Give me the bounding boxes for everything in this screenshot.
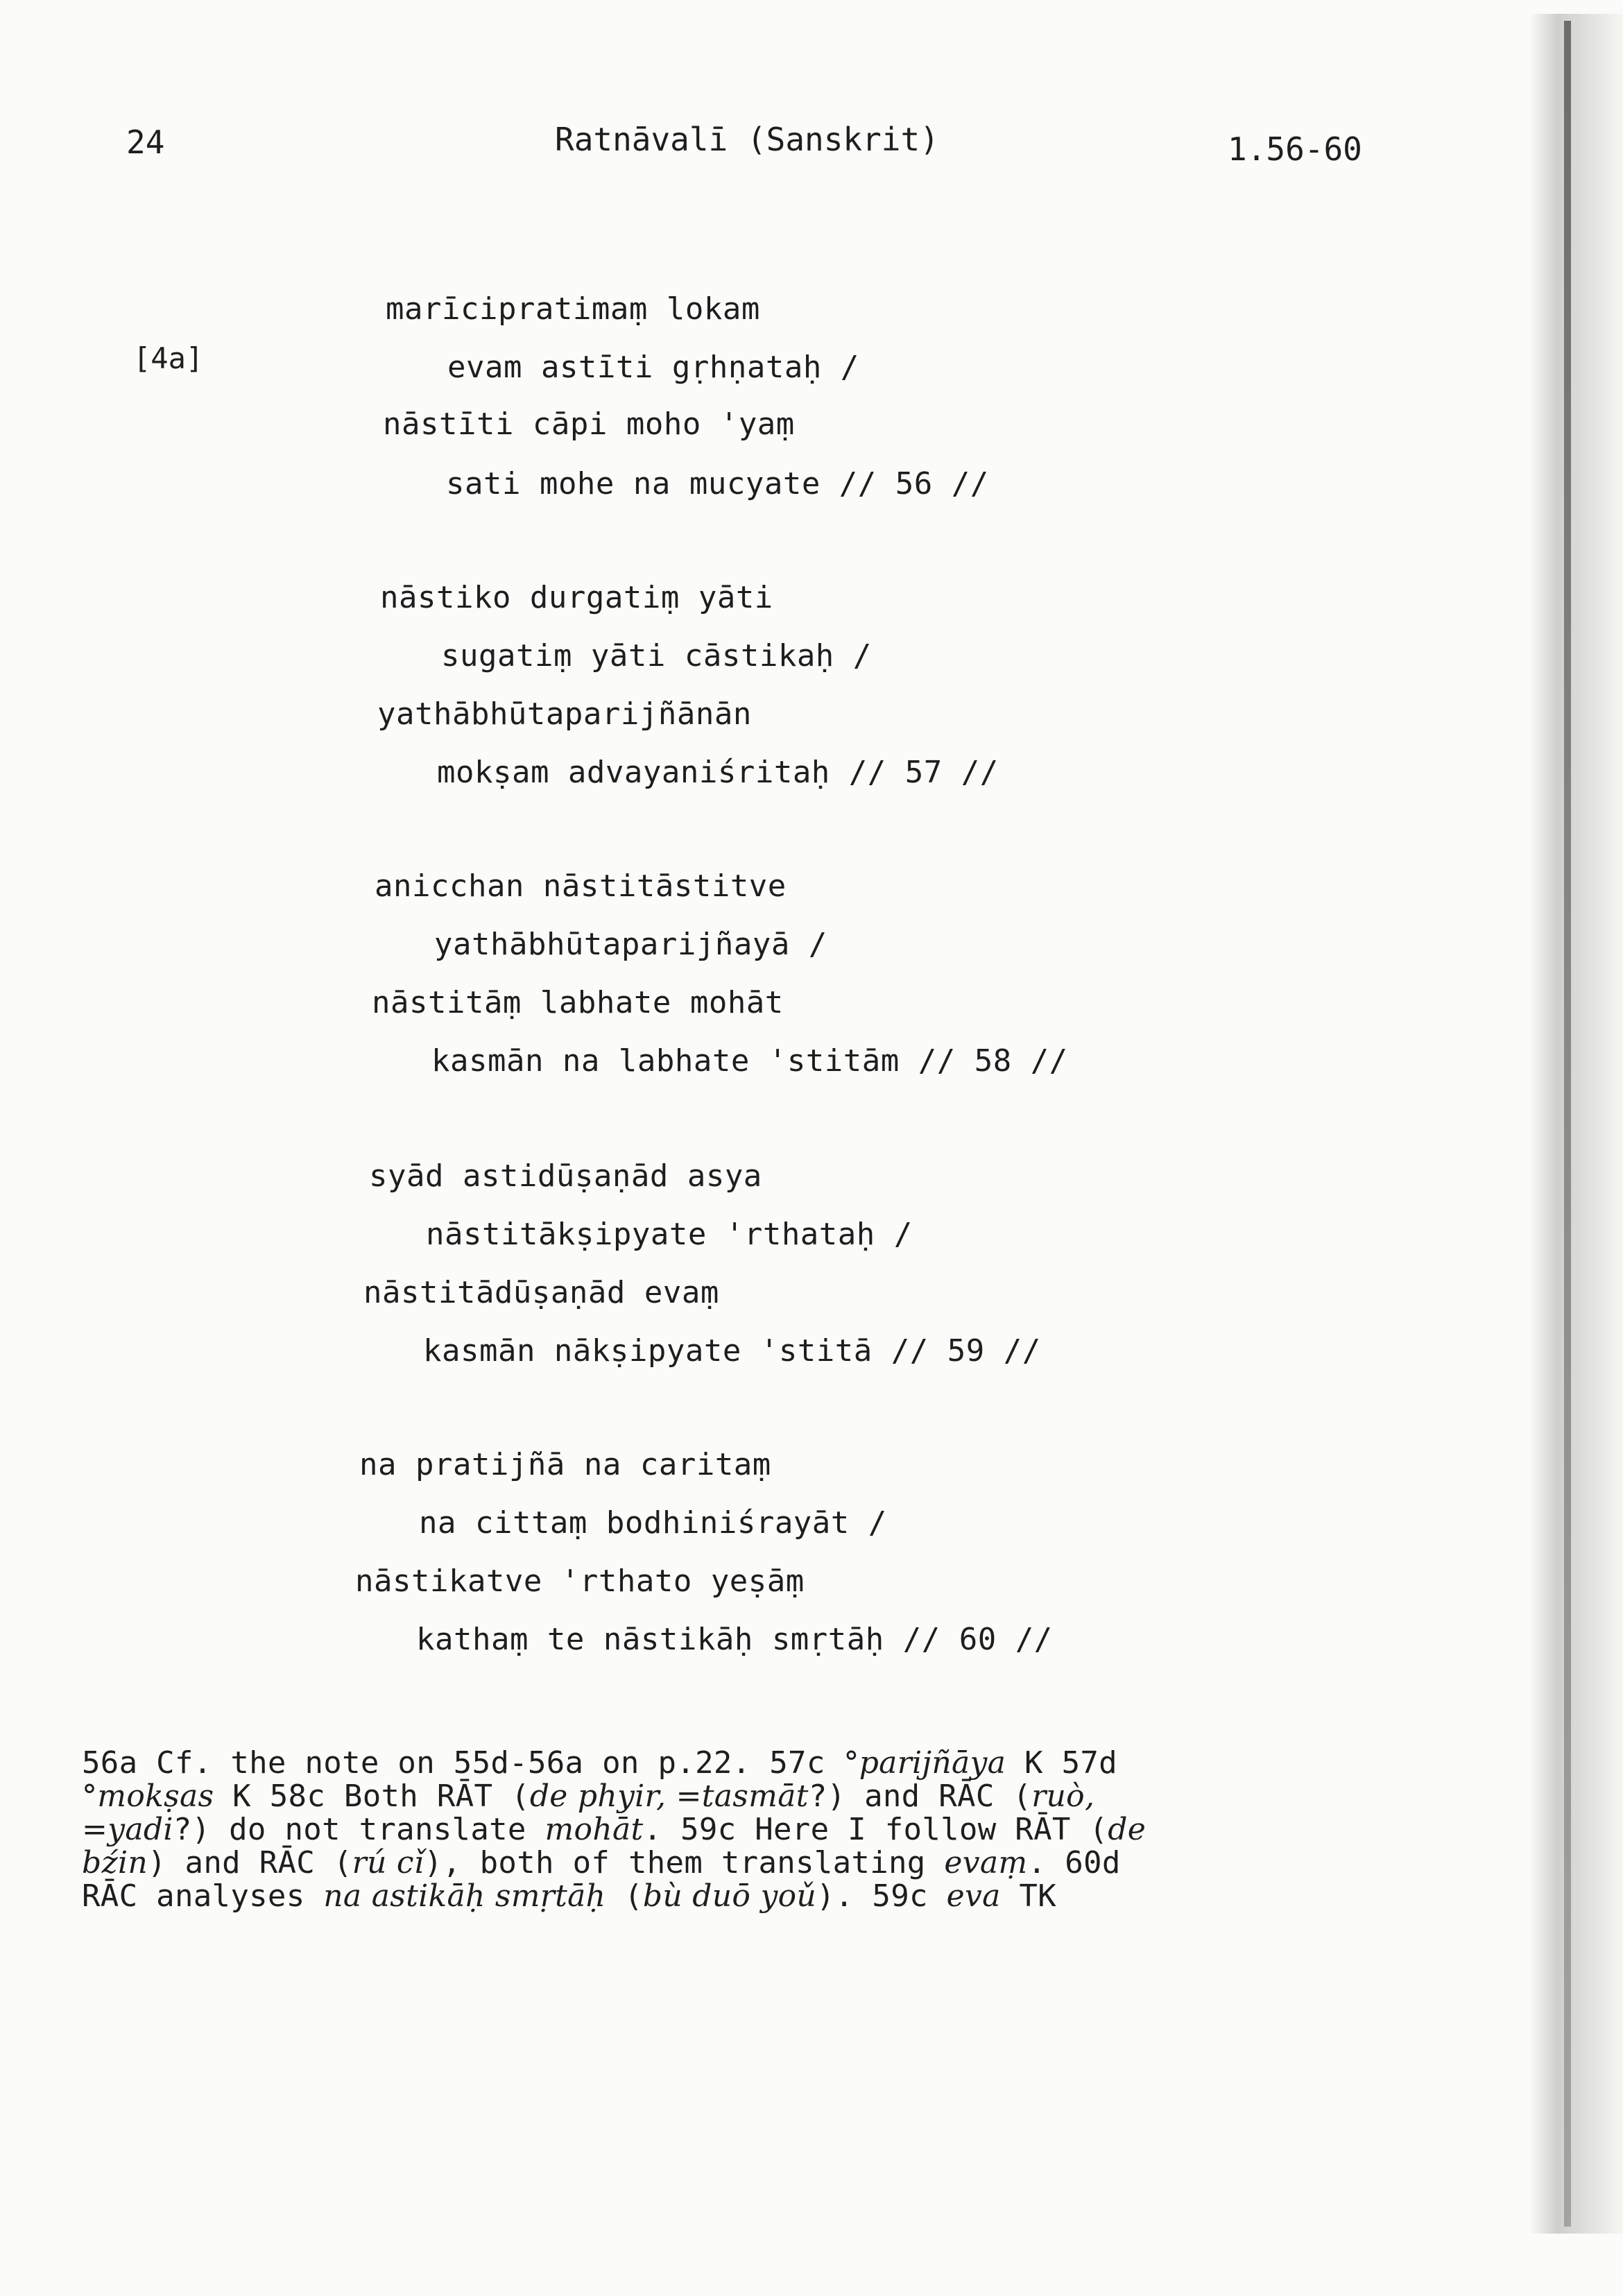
verse-58-line-d: kasmān na labhate 'stitām // 58 // <box>431 1043 1068 1079</box>
verse-57-line-b: sugatiṃ yāti cāstikaḥ / <box>441 638 872 674</box>
scan-edge-shadow <box>1529 14 1623 2234</box>
page-number: 24 <box>126 123 165 161</box>
note-italic-text: bù duō yoǔ <box>642 1878 817 1914</box>
verse-58-line-c: nāstitāṃ labhate mohāt <box>372 985 784 1020</box>
note-line <box>82 1813 1386 1847</box>
verse-56-line-d: sati mohe na mucyate // 56 // <box>446 466 989 502</box>
verse-60-line-a: na pratijñā na caritaṃ <box>359 1447 771 1482</box>
note-text: K 58c Both RĀT ( <box>214 1779 530 1814</box>
note-text: ( <box>606 1878 643 1914</box>
note-text: K 57d <box>1006 1745 1117 1781</box>
note-text: . 60d <box>1027 1845 1121 1881</box>
note-text: RĀC analyses <box>82 1878 324 1914</box>
note-text: ), both of them translating <box>424 1845 945 1881</box>
note-italic-text: bźin <box>82 1845 148 1881</box>
note-text: . 59c Here I follow RĀT ( <box>643 1812 1108 1847</box>
verse-56-line-b: evam astīti gṛhṇataḥ / <box>447 350 859 385</box>
scan-edge-line <box>1564 21 1571 2227</box>
verse-57-line-c: yathābhūtaparijñānān <box>377 696 752 732</box>
verse-58-line-a: anicchan nāstitāstitve <box>375 868 787 904</box>
note-line <box>82 1880 1386 1913</box>
note-text: ?) do not translate <box>173 1812 545 1847</box>
manuscript-folio-ref: [4a] <box>133 341 204 375</box>
note-text: ). 59c <box>816 1878 947 1914</box>
note-italic-text: de phyir, =tasmāt <box>529 1779 809 1814</box>
note-text: TK <box>1000 1878 1057 1914</box>
verse-56-line-a: marīcipratimaṃ lokam <box>386 291 760 327</box>
verse-range: 1.56-60 <box>1228 130 1362 168</box>
note-line <box>82 1747 1386 1780</box>
verse-60-line-b: na cittaṃ bodhiniśrayāt / <box>419 1505 887 1541</box>
note-italic-text: eva <box>946 1878 1001 1914</box>
note-text: ?) and RĀC ( <box>808 1779 1032 1814</box>
critical-apparatus-notes <box>82 1747 1386 1913</box>
verse-59-line-d: kasmān nākṣipyate 'stitā // 59 // <box>423 1333 1041 1369</box>
note-line <box>82 1780 1386 1813</box>
verse-59-line-b: nāstitākṣipyate 'rthataḥ / <box>426 1217 913 1252</box>
verse-59-line-c: nāstitādūṣaṇād evaṃ <box>363 1275 719 1310</box>
note-text: ) and RĀC ( <box>147 1845 352 1881</box>
running-title: Ratnāvalī (Sanskrit) <box>555 121 939 158</box>
note-italic-text: de <box>1108 1812 1147 1847</box>
note-italic-text: °mokṣas <box>82 1779 214 1814</box>
note-italic-text: evaṃ <box>944 1845 1028 1881</box>
note-text: 56a Cf. the note on 55d-56a on p.22. 57c <box>82 1745 844 1781</box>
verse-57-line-a: nāstiko durgatiṃ yāti <box>380 580 773 615</box>
verse-60-line-c: nāstikatve 'rthato yeṣāṃ <box>355 1563 805 1599</box>
note-line <box>82 1847 1386 1880</box>
verse-58-line-b: yathābhūtaparijñayā / <box>434 927 827 962</box>
note-italic-text: mohāt <box>544 1812 644 1847</box>
verse-60-line-d: kathaṃ te nāstikāḥ smṛtāḥ // 60 // <box>416 1622 1053 1657</box>
verse-56-line-c: nāstīti cāpi moho 'yaṃ <box>383 406 795 442</box>
note-italic-text: =yadi <box>82 1812 173 1847</box>
verse-57-line-d: mokṣam advayaniśritaḥ // 57 // <box>437 755 999 790</box>
note-italic-text: ruò, <box>1031 1779 1095 1814</box>
note-italic-text: °parijñāya <box>843 1745 1006 1781</box>
verse-59-line-a: syād astidūṣaṇād asya <box>369 1158 762 1194</box>
note-italic-text: na astikāḥ smṛtāḥ <box>323 1878 606 1914</box>
note-italic-text: rú cǐ <box>352 1845 424 1881</box>
